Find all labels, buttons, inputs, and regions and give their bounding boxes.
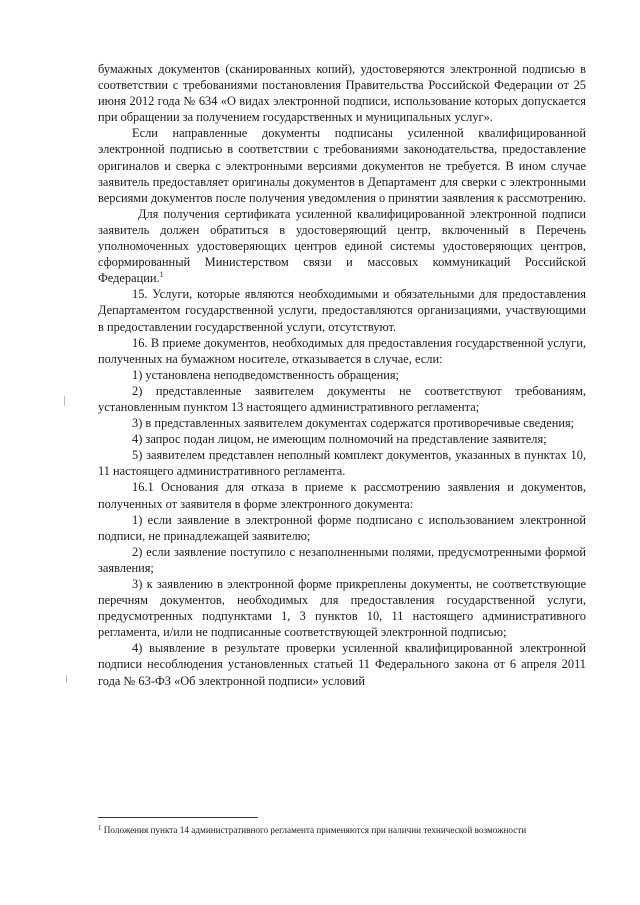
scan-mark [64, 396, 65, 406]
list-item: 5) заявителем представлен неполный комплект документов, указанных в пунктах 10, 11 настоящего административного регламента. [98, 448, 586, 479]
list-item: 1) если заявление в электронной форме подписано с использованием электронной подписи, не принадлежащей заявителю; [98, 512, 586, 543]
paragraph: Если направленные документы подписаны усиленной квалифицированной электронной подписью в соответствии с требованиями законодательства, предоставление оригиналов и сверка с электронными версиями документов не требуется. В ином случае заявитель предоставляет оригиналы документов в Департамент для сверки с электронными версиями документов после получения уведомления о принятии заявления к рассмотрению. [98, 126, 586, 205]
footnote-marker: 1 [98, 824, 102, 832]
paragraph [98, 206, 586, 286]
document-body [98, 61, 586, 689]
paragraph: бумажных документов (сканированных копий), удостоверяются электронной подписью в соответствии с требованиями постановления Правительства Российской Федерации от 25 июня 2012 года № 634 «О видах электронной подписи, использование которых допускается при обращении за получением государственных и муниципальных услуг». [98, 62, 586, 125]
paragraph-text: Для получения сертификата усиленной квалифицированной электронной подписи заявитель должен обратиться в удостоверяющий центр, включенный в Перечень уполномоченных удостоверяющих центров единой системы удостоверяющих центров, сформированный Министерством связи и массовых коммуникаций Российской Федерации. [98, 206, 586, 286]
paragraph: 15. Услуги, которые являются необходимыми и обязательными для предоставления Департаментом государственной услуги, предоставляются организациями, участвующими в предоставлении государственной услуги, отсутствуют. [98, 287, 586, 334]
paragraph: 16. В приеме документов, необходимых для предоставления государственной услуги, полученных на бумажном носителе, отказывается в случае, если: [98, 335, 586, 366]
list-item: 1) установлена неподведомственность обращения; [132, 367, 399, 382]
footnote-text: Положения пункта 14 административного регламента применяются при наличии технической возможности [103, 825, 527, 835]
footnote-reference[interactable]: 1 [159, 270, 164, 280]
list-item: 2) если заявление поступило с незаполненными полями, предусмотренными формой заявления; [98, 544, 586, 575]
paragraph: 16.1 Основания для отказа в приеме к рассмотрению заявления и документов, полученных от заявителя в форме электронного документа: [98, 480, 586, 511]
list-item: 3) к заявлению в электронной форме прикреплены документы, не соответствующие перечням документов, необходимых для предоставления государственной услуги, предусмотренных подпунктами 1, 3 пунктов 10, 11 настоящего административного регламента, и/или не подписанные соответствующей электронной подписью; [98, 577, 586, 640]
list-item: 2) представленные заявителем документы не соответствуют требованиям, установленным пунктом 13 настоящего административного регламента; [98, 383, 586, 414]
scan-mark [66, 675, 67, 683]
list-item: 4) запрос подан лицом, не имеющим полномочий на представление заявителя; [132, 432, 547, 447]
footnote-divider [98, 817, 258, 818]
list-item: 4) выявление в результате проверки усиленной квалифицированной электронной подписи несоблюдения установленных статьей 11 Федерального закона от 6 апреля 2011 года № 63-ФЗ «Об электронной подписи» условий [98, 641, 586, 688]
footnote [98, 824, 586, 837]
list-item: 3) в представленных заявителем документах содержатся противоречивые сведения; [132, 416, 575, 431]
